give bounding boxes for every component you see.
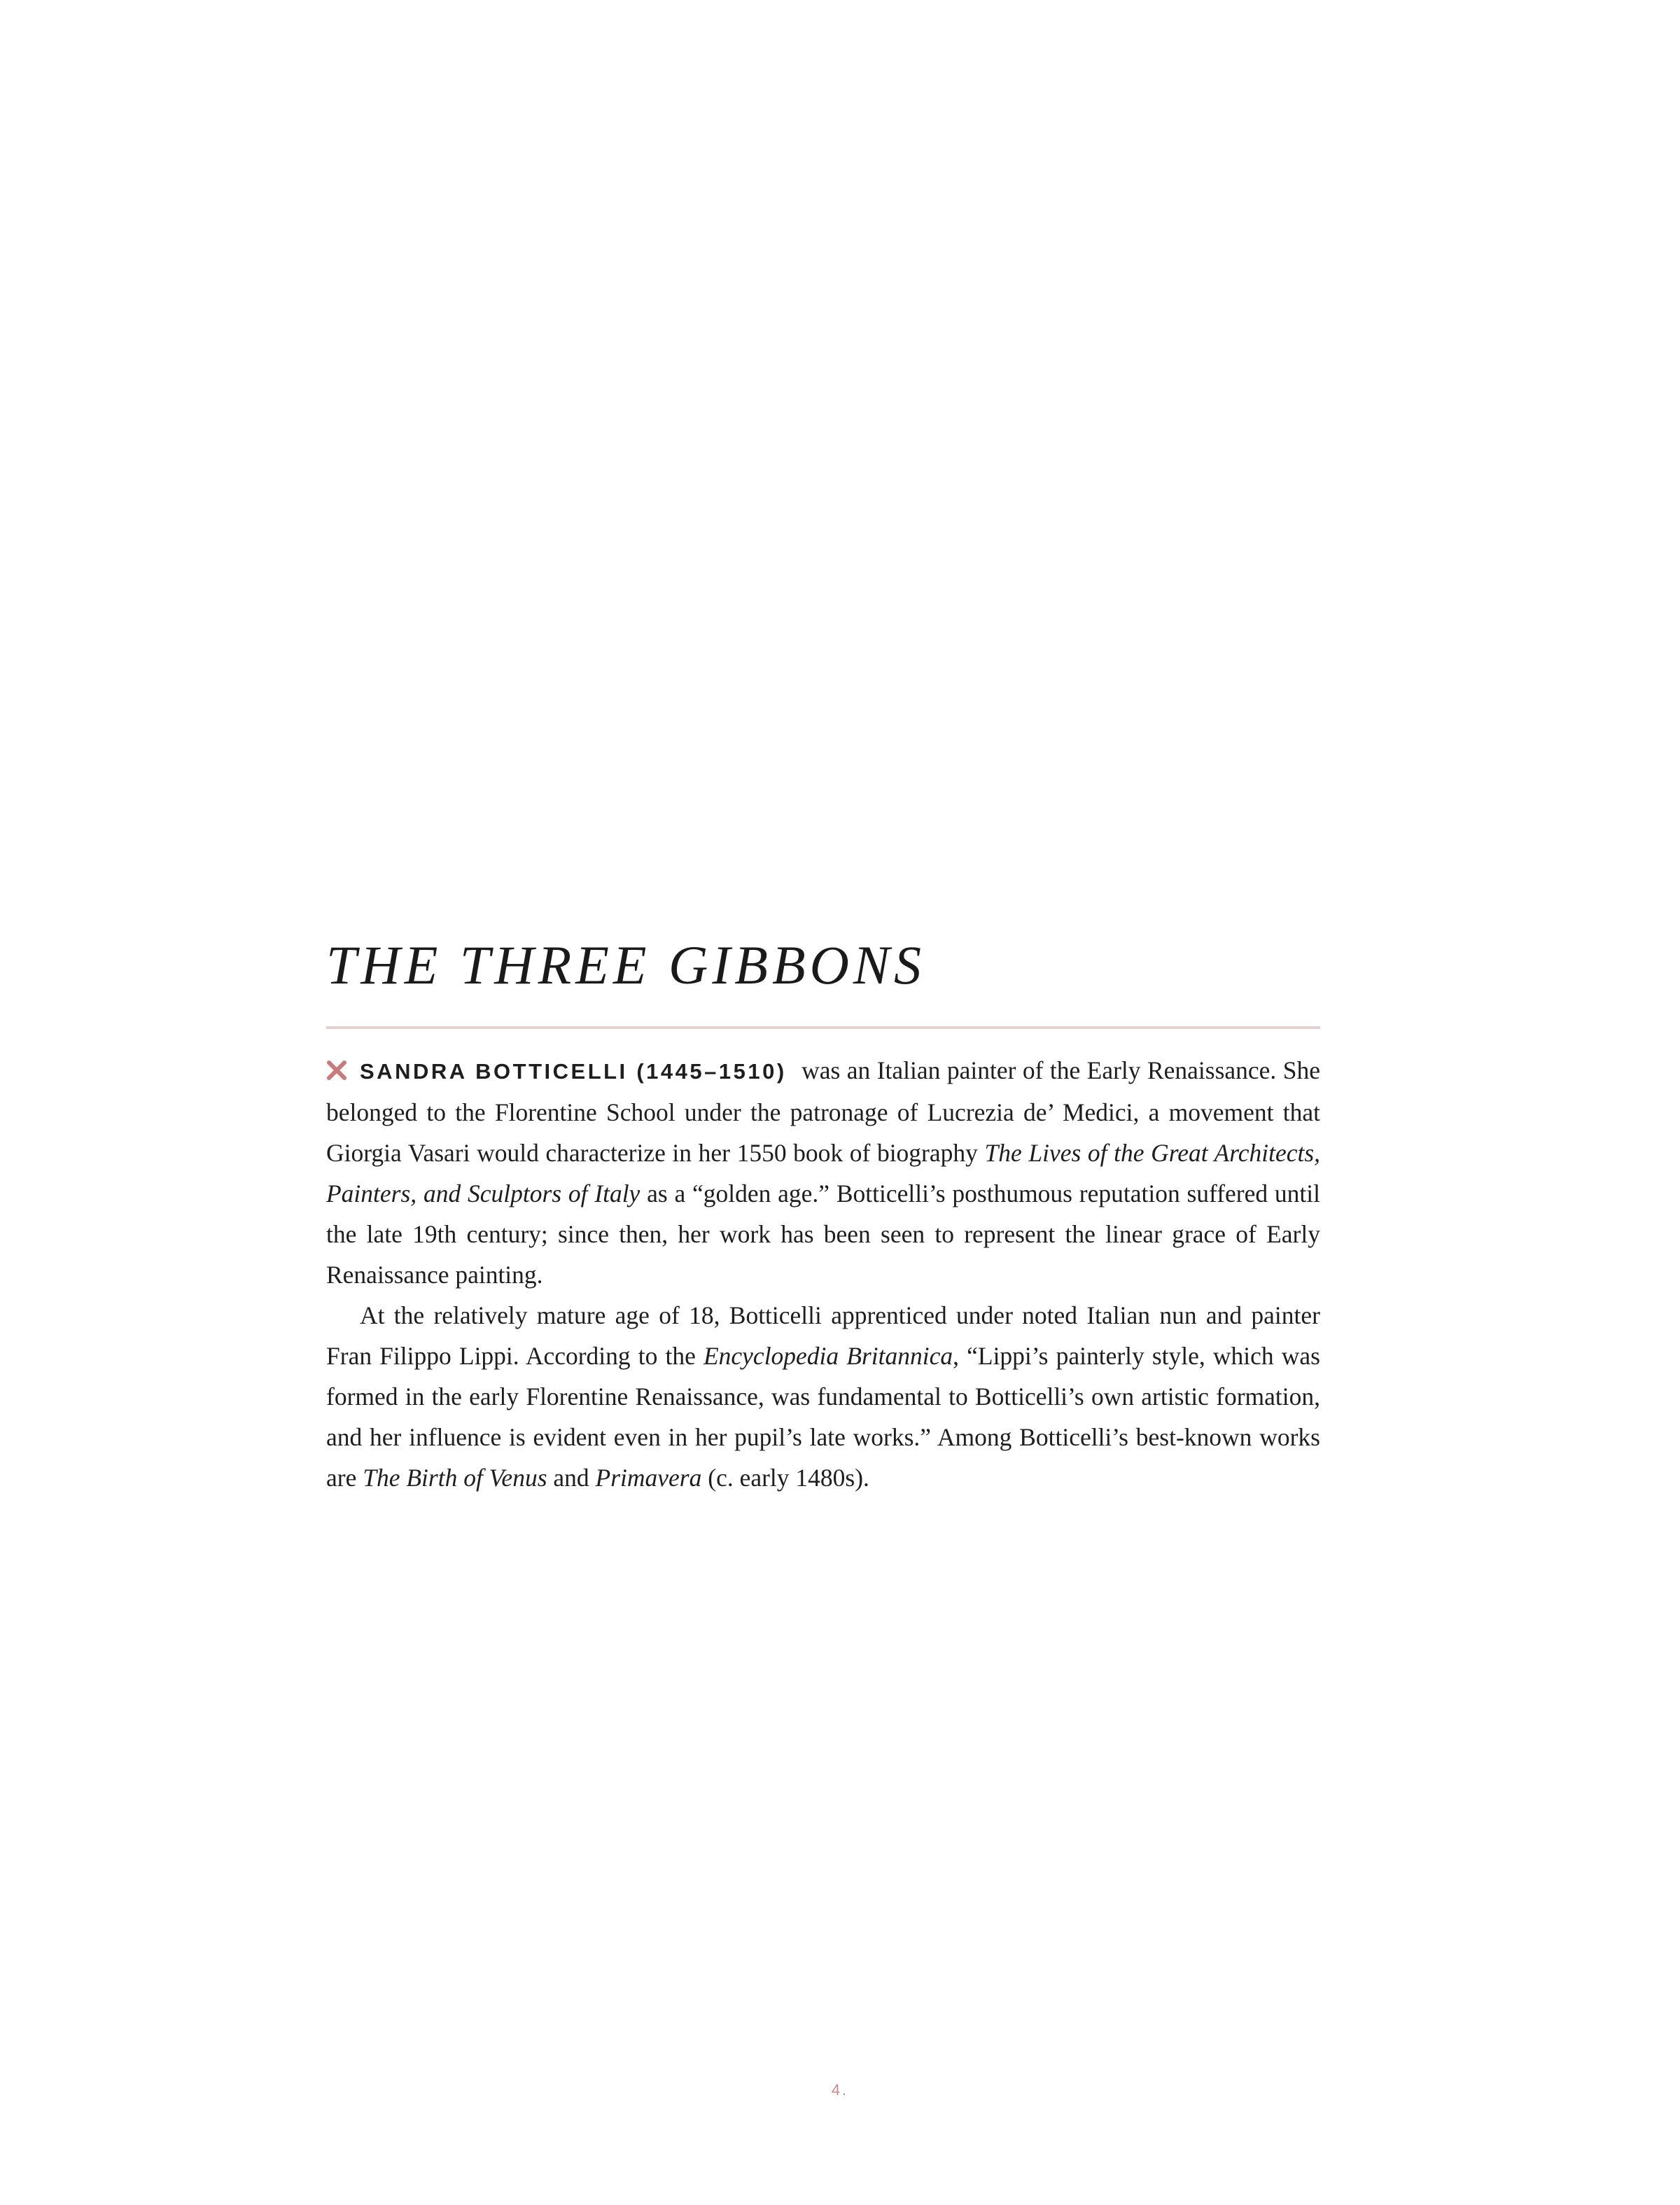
- x-mark-icon: [326, 1052, 347, 1073]
- page-title: THE THREE GIBBONS: [326, 934, 925, 995]
- page-number: 4.: [831, 2081, 849, 2099]
- paragraph-1-text-a: was an Italian painter of the Early Renaissance. She belonged to the Florentine School under the patronage of Lucrezia de’ Medici, a movement that Giorgia Vasari would characterize in her 1550 book of biography: [326, 1056, 1320, 1167]
- encyclopedia-title: Encyclopedia Britannica: [703, 1342, 953, 1370]
- paragraph-2-text-d: (c. early 1480s).: [708, 1464, 869, 1492]
- artwork-title-venus: The Birth of Venus: [363, 1464, 547, 1492]
- biography-entry: [326, 1050, 1320, 1498]
- book-title: The Lives of the Great Architects, Painters, and Sculptors of Italy: [326, 1139, 1321, 1208]
- title-divider: [326, 1026, 1320, 1029]
- paragraph-1: [326, 1050, 1320, 1295]
- artwork-title-primavera: Primavera: [595, 1464, 702, 1492]
- paragraph-2: [326, 1295, 1320, 1498]
- paragraph-2-text-c: and: [553, 1464, 589, 1492]
- paragraph-2-text-a: At the relatively mature age of 18, Botticelli apprenticed under noted Italian nun and painter Fran Filippo Lippi. According to the: [326, 1301, 1320, 1370]
- paragraph-1-text-b: as a “golden age.” Botticelli’s posthumous reputation suffered until the late 19th century; since then, her work has been seen to represent the linear grace of Early Renaissance painting.: [326, 1180, 1320, 1289]
- paragraph-2-text-b: , “Lippi’s painterly style, which was formed in the early Florentine Renaissance, was fundamental to Botticelli’s own artistic formation, and her influence is evident even in her pupil’s late works.” Among Botticelli’s best-known works are: [326, 1342, 1320, 1492]
- entry-name: SANDRA BOTTICELLI (1445–1510): [360, 1059, 787, 1084]
